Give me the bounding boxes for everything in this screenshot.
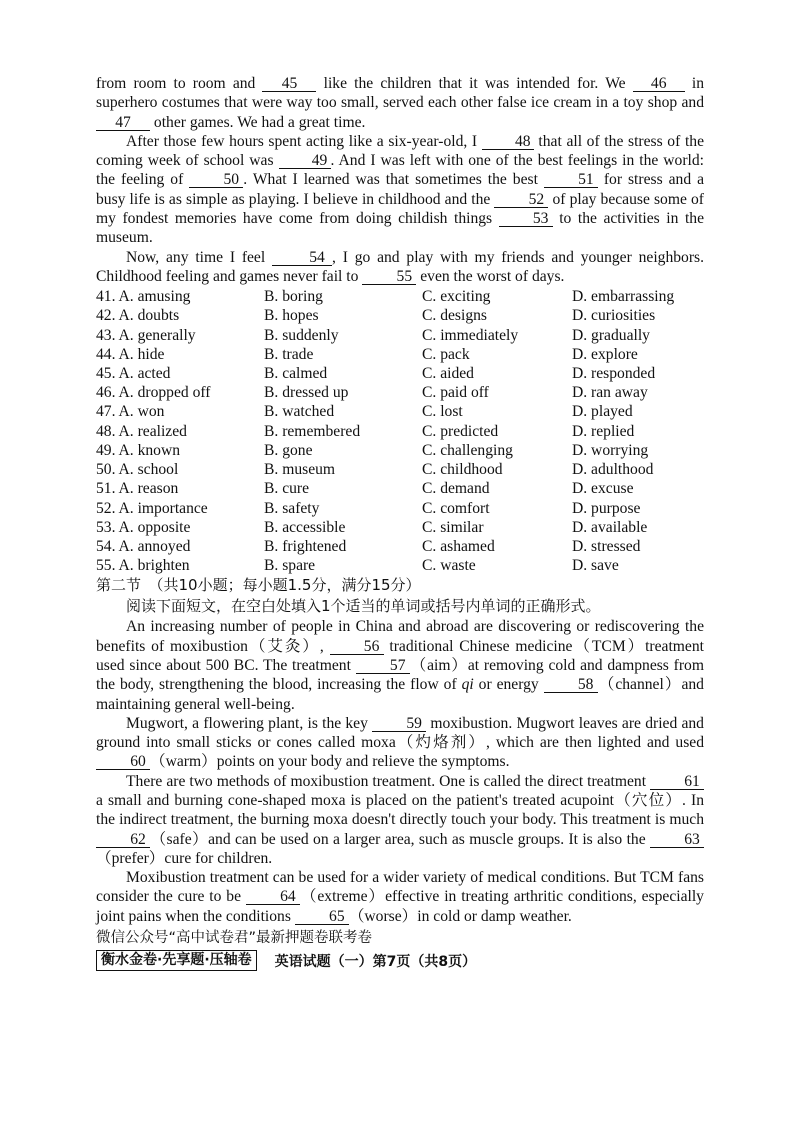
blank-45: 45 (262, 76, 316, 92)
blank-63: 63 (650, 832, 704, 848)
passage2-paragraph-4: Moxibustion treatment can be used for a wider variety of medical conditions. But TCM fans consider the cure to be 64 （extreme）effective in treating arthritic conditions, especially joint pains when the conditions 65 （worse）in cold or damp weather. (96, 869, 704, 925)
blank-49: 49 (279, 153, 331, 169)
blank-50: 50 (189, 172, 243, 188)
blank-61: 61 (650, 774, 704, 790)
blank-58: 58 (544, 677, 598, 693)
blank-62: 62 (96, 832, 150, 848)
blank-64: 64 (246, 889, 300, 905)
blank-54: 54 (272, 250, 332, 266)
blank-60: 60 (96, 754, 150, 770)
options-list (96, 287, 704, 575)
blank-57: 57 (356, 658, 410, 674)
option-row: 41. A. amusing B. boring C. exciting D. embarrassing (96, 288, 675, 306)
option-row: 45. A. acted B. calmed C. aided D. responded (96, 365, 656, 383)
option-row: 51. A. reason B. cure C. demand D. excuse (96, 480, 634, 498)
blank-56: 56 (330, 639, 384, 655)
footer-row (96, 950, 704, 971)
option-row: 50. A. school B. museum C. childhood D. adulthood (96, 461, 654, 479)
option-row: 53. A. opposite B. accessible C. similar D. available (96, 518, 648, 536)
blank-53: 53 (499, 211, 553, 227)
blank-48: 48 (482, 134, 534, 150)
option-row: 49. A. known B. gone C. challenging D. worrying (96, 441, 649, 459)
wechat-notice: 微信公众号“高中试卷君”最新押题卷联考卷 (96, 930, 373, 947)
exam-page (96, 74, 704, 971)
option-row: 46. A. dropped off B. dressed up C. paid off D. ran away (96, 384, 648, 402)
passage2-paragraph-2: Mugwort, a flowering plant, is the key 59 moxibustion. Mugwort leaves are dried and ground into small sticks or cones called moxa（灼烙剂）, which are then lighted and used 60 （warm）points on your body and relieve the symptoms. (96, 714, 704, 771)
section2-heading: 第二节 （共10小题；每小题1.5分，满分15分） (96, 576, 421, 595)
blank-55: 55 (362, 269, 416, 285)
section2-instruction: 阅读下面短文，在空白处填入1个适当的单词或括号内单词的正确形式。 (126, 597, 601, 616)
option-row: 52. A. importance B. safety C. comfort D. purpose (96, 499, 641, 517)
blank-52: 52 (494, 192, 548, 208)
passage2-paragraph-3: There are two methods of moxibustion treatment. One is called the direct treatment 61 a small and burning cone-shaped moxa is placed on the patient's treated acupoint（穴位）. In the indirect treatment, the burning moxa doesn't directly touch your body. This treatment is much 62 （safe）and can be used on a larger area, such as muscle groups. It is also the 63（prefer）cure for children. (96, 772, 704, 867)
passage1-paragraph-1: from room to room and 45 like the children that it was intended for. We 46 in superhero costumes that were way too small, served each other false ice cream in a toy shop and 47 other games. We had a great time. (96, 75, 704, 131)
blank-46: 46 (633, 76, 685, 92)
option-row: 42. A. doubts B. hopes C. designs D. curiosities (96, 307, 656, 325)
option-row: 54. A. annoyed B. frightened C. ashamed D. stressed (96, 537, 641, 555)
passage1-paragraph-2: After those few hours spent acting like a six-year-old, I 48 that all of the stress of the coming week of school was 49 . And I was left with one of the best feelings in the world: the feeling of 50 . What I learned was that sometimes the best 51 for stress and a busy life is as simple as playing. I believe in childhood and the 52 of play because some of my fondest memories have come from doing childish things 53 to the activities in the museum. (96, 132, 704, 247)
option-row: 48. A. realized B. remembered C. predicted D. replied (96, 422, 635, 440)
blank-47: 47 (96, 115, 150, 131)
option-row: 43. A. generally B. suddenly C. immediately D. gradually (96, 326, 650, 344)
option-row: 47. A. won B. watched C. lost D. played (96, 403, 633, 421)
passage1-paragraph-3: Now, any time I feel 54 , I go and play with my friends and younger neighbors. Childhood feeling and games never fail to 55 even the worst of days. (96, 248, 704, 285)
option-row: 55. A. brighten B. spare C. waste D. save (96, 557, 619, 575)
page-number: 英语试题（一）第7页（共8页） (274, 953, 477, 970)
brand-box: 衡水金卷·先享题·压轴卷 (96, 950, 257, 971)
page-footer (96, 928, 704, 971)
blank-65: 65 (295, 909, 349, 925)
passage2-paragraph-1: An increasing number of people in China and abroad are discovering or rediscovering the benefits of moxibustion（艾灸）, 56 traditional Chinese medicine（TCM）treatment used since about 500 BC. The treatment 57 （aim）at removing cold and dampness from the body, strengthening the blood, increasing the flow of qi or energy 58 （channel）and maintaining general well-being. (96, 618, 704, 713)
blank-59: 59 (372, 716, 426, 732)
option-row: 44. A. hide B. trade C. pack D. explore (96, 345, 638, 363)
blank-51: 51 (544, 172, 598, 188)
